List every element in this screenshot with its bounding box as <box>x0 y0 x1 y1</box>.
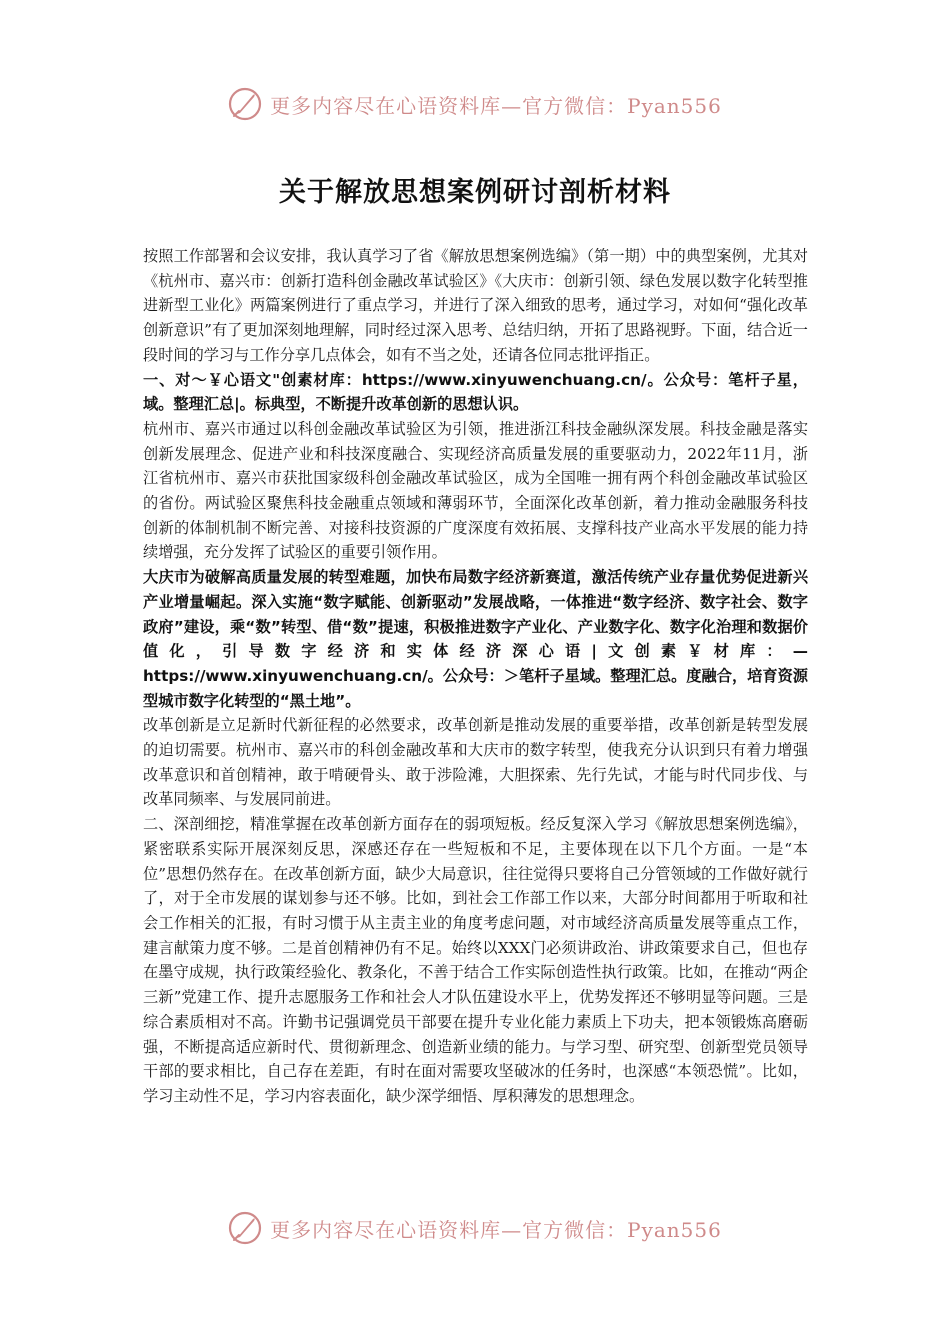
header-watermark <box>0 84 950 124</box>
watermark-text: 更多内容尽在心语资料库—官方微信：Pyan556 <box>270 1217 722 1242</box>
document-body <box>143 244 808 1109</box>
paragraph-section-one-heading: 一、对～￥心语文"创素材库：https://www.xinyuwenchuang.cn/。公众号：笔杆子星，域。整理汇总|。标典型，不断提升改革创新的思想认识。 <box>143 370 808 414</box>
quill-pen-logo-icon <box>228 87 262 121</box>
quill-pen-logo-icon <box>228 1211 262 1245</box>
paragraph-intro: 按照工作部署和会议安排，我认真学习了省《解放思想案例选编》（第一期）中的典型案例，尤其对《杭州市、嘉兴市：创新打造科创金融改革试验区》《大庆市：创新引领、绿色发展以数字化转型推进新型工业化》两篇案例进行了重点学习，并进行了深入细致的思考，通过学习，对如何“强化改革创新意识”有了更加深刻地理解，同时经过深入思考、总结归纳，开拓了思路视野。下面，结合近一段时间的学习与工作分享几点体会，如有不当之处，还请各位同志批评指正。 <box>143 247 808 364</box>
paragraph-daqing: 大庆市为破解高质量发展的转型难题，加快布局数字经济新赛道，激活传统产业存量优势促进新兴产业增量崛起。深入实施“数字赋能、创新驱动”发展战略，一体推进“数字经济、数字社会、数字政府”建设，乘“数”转型、借“数”提速，积极推进数字产业化、产业数字化、数字化治理和数据价值化，引导数字经济和实体经济深心语|文创素￥材库：—https://www.xinyuwenchuang.cn/。公众号：＞笔杆子星域。整理汇总。度融合，培育资源型城市数字化转型的“黑土地”。 <box>143 568 808 710</box>
watermark-text: 更多内容尽在心语资料库—官方微信：Pyan556 <box>270 93 722 118</box>
paragraph-reform-innovation: 改革创新是立足新时代新征程的必然要求，改革创新是推动发展的重要举措，改革创新是转型发展的迫切需要。杭州市、嘉兴市的科创金融改革和大庆市的数字转型，使我充分认识到只有着力增强改革意识和首创精神，敢于啃硬骨头、敢于涉险滩，大胆探索、先行先试，才能与时代同步伐、与改革同频率、与发展同前进。 <box>143 716 808 809</box>
paragraph-hangzhou-jiaxing: 杭州市、嘉兴市通过以科创金融改革试验区为引领，推进浙江科技金融纵深发展。科技金融是落实创新发展理念、促进产业和科技深度融合、实现经济高质量发展的重要驱动力，2022年11月，浙江省杭州市、嘉兴市获批国家级科创金融改革试验区，成为全国唯一拥有两个科创金融改革试验区的省份。两试验区聚焦科技金融重点领域和薄弱环节，全面深化改革创新，着力推动金融服务科技创新的体制机制不断完善、对接科技资源的广度深度有效拓展、支撑科技产业高水平发展的能力持续增强，充分发挥了试验区的重要引领作用。 <box>143 419 808 562</box>
paragraph-section-two: 二、深剖细挖，精准掌握在改革创新方面存在的弱项短板。经反复深入学习《解放思想案例选编》，紧密联系实际开展深刻反思，深感还存在一些短板和不足，主要体现在以下几个方面。一是“本位”思想仍然存在。在改革创新方面，缺少大局意识，往往觉得只要将自己分管领域的工作做好就行了，对于全市发展的谋划参与还不够。比如，到社会工作部工作以来，大部分时间都用于听取和社会工作相关的汇报，有时习惯于从主责主业的角度考虑问题，对市域经济高质量发展等重点工作，建言献策力度不够。二是首创精神仍有不足。始终以XXX门必须讲政治、讲政策要求自己，但也存在墨守成规，执行政策经验化、教条化，不善于结合工作实际创造性执行政策。比如，在推动“两企三新”党建工作、提升志愿服务工作和社会人才队伍建设水平上，优势发挥还不够明显等问题。三是综合素质相对不高。许勤书记强调党员干部要在提升专业化能力素质上下功夫，把本领锻炼高磨砺强，不断提高适应新时代、贯彻新理念、创造新业绩的能力。与学习型、研究型、创新型党员领导干部的要求相比，自己存在差距，有时在面对需要攻坚破冰的任务时，也深感“本领恐慌”。比如，学习主动性不足，学习内容表面化，缺少深学细悟、厚积薄发的思想理念。 <box>143 815 808 1105</box>
document-title: 关于解放思想案例研讨剖析材料 <box>279 177 671 209</box>
footer-watermark <box>0 1208 950 1248</box>
